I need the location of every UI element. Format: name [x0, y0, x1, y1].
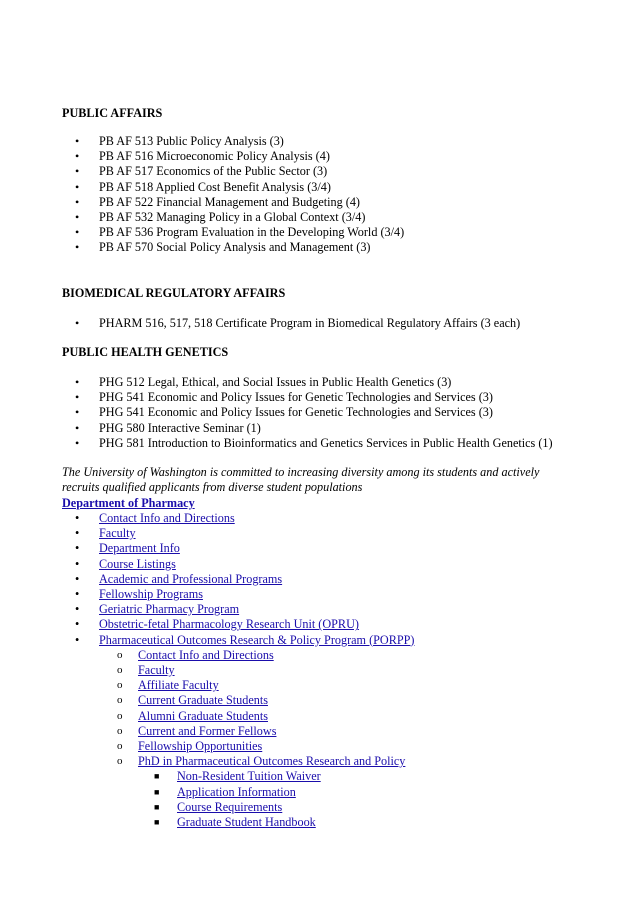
heading-biomedical-regulatory-affairs: BIOMEDICAL REGULATORY AFFAIRS [62, 286, 286, 300]
graduate-handbook-link[interactable]: Graduate Student Handbook [177, 815, 316, 830]
phd-item-application[interactable] [62, 785, 414, 800]
circle-bullet-icon: o [117, 664, 123, 677]
list-item: • PHG 580 Interactive Seminar (1) [75, 420, 261, 435]
department-nav-list [62, 511, 414, 830]
circle-bullet-icon: o [117, 679, 123, 692]
list-item: • PHG 581 Introduction to Bioinformatics and Genetics Services in Public Health Genetics (1) [75, 435, 553, 450]
public-affairs-course-list [62, 134, 602, 256]
bullet-icon: • [75, 556, 80, 571]
list-item: • PB AF 516 Microeconomic Policy Analysis (4) [75, 149, 330, 164]
bullet-icon: • [75, 435, 80, 450]
porpp-fellowship-opportunities-link[interactable]: Fellowship Opportunities [138, 739, 263, 754]
opru-link[interactable]: Obstetric-fetal Pharmacology Research Unit (OPRU) [99, 617, 359, 632]
nav-item-opru[interactable] [62, 617, 414, 632]
circle-bullet-icon: o [117, 648, 123, 661]
list-item: • PB AF 532 Managing Policy in a Global Context (3/4) [75, 210, 366, 225]
bullet-icon: • [75, 632, 80, 647]
nav-item-faculty[interactable] [62, 526, 414, 541]
tuition-waiver-link[interactable]: Non-Resident Tuition Waiver [177, 769, 321, 784]
square-bullet-icon: ■ [154, 801, 160, 812]
bullet-icon: • [75, 602, 80, 617]
public-health-genetics-course-list [62, 375, 582, 451]
bullet-icon: • [75, 225, 80, 240]
bullet-icon: • [75, 240, 80, 255]
list-item: • PHG 541 Economic and Policy Issues for Genetic Technologies and Services (3) [75, 405, 493, 420]
nav-item-geriatric[interactable] [62, 602, 414, 617]
diversity-statement: The University of Washington is committed to increasing diversity among its students and actively recruits qualified applicants from diverse student populations [62, 465, 540, 495]
application-information-link[interactable]: Application Information [177, 784, 296, 799]
porpp-item-phd[interactable] [62, 754, 414, 769]
bullet-icon: • [75, 587, 80, 602]
bullet-icon: • [75, 316, 80, 330]
heading-public-affairs: PUBLIC AFFAIRS [62, 106, 163, 120]
square-bullet-icon: ■ [154, 771, 160, 782]
circle-bullet-icon: o [117, 740, 123, 753]
academic-programs-link[interactable]: Academic and Professional Programs [99, 571, 283, 586]
porpp-phd-link[interactable]: PhD in Pharmaceutical Outcomes Research and Policy [138, 754, 406, 769]
bullet-icon: • [75, 134, 80, 148]
porpp-affiliate-link[interactable]: Affiliate Faculty [138, 678, 219, 693]
biomedical-course-list [62, 316, 602, 331]
fellowship-programs-link[interactable]: Fellowship Programs [99, 587, 203, 602]
porpp-alumni-link[interactable]: Alumni Graduate Students [138, 708, 268, 723]
list-item: • PB AF 517 Economics of the Public Sector (3) [75, 164, 328, 179]
bullet-icon: • [75, 571, 80, 586]
nav-item-course-listings[interactable] [62, 557, 414, 572]
square-bullet-icon: ■ [154, 817, 160, 828]
porpp-item-current-students[interactable] [62, 693, 414, 708]
list-item: • PB AF 513 Public Policy Analysis (3) [75, 134, 284, 148]
circle-bullet-icon: o [117, 709, 123, 722]
circle-bullet-icon: o [117, 724, 123, 737]
list-item: • PHG 512 Legal, Ethical, and Social Issues in Public Health Genetics (3) [75, 375, 452, 389]
bullet-icon: • [75, 149, 80, 164]
list-item: • PHARM 516, 517, 518 Certificate Program in Biomedical Regulatory Affairs (3 each) [75, 316, 521, 330]
porpp-contact-link[interactable]: Contact Info and Directions [138, 647, 274, 662]
bullet-icon: • [75, 164, 80, 179]
department-of-pharmacy-link[interactable]: Department of Pharmacy [62, 496, 195, 510]
department-info-link[interactable]: Department Info [99, 541, 180, 556]
bullet-icon: • [75, 541, 80, 556]
bullet-icon: • [75, 194, 80, 209]
circle-bullet-icon: o [117, 694, 123, 707]
list-item: • PB AF 522 Financial Management and Budgeting (4) [75, 194, 360, 209]
geriatric-program-link[interactable]: Geriatric Pharmacy Program [99, 602, 240, 617]
course-requirements-link[interactable]: Course Requirements [177, 799, 283, 814]
nav-item-department-info[interactable] [62, 541, 414, 556]
bullet-icon: • [75, 420, 80, 435]
bullet-icon: • [75, 210, 80, 225]
phd-item-handbook[interactable] [62, 815, 414, 830]
list-item: • PHG 541 Economic and Policy Issues for Genetic Technologies and Services (3) [75, 390, 493, 405]
contact-info-link[interactable]: Contact Info and Directions [99, 511, 235, 525]
porpp-item-alumni[interactable] [62, 709, 414, 724]
phd-item-tuition-waiver[interactable] [62, 769, 414, 784]
heading-public-health-genetics: PUBLIC HEALTH GENETICS [62, 345, 229, 359]
bullet-icon: • [75, 511, 80, 525]
porpp-fellows-link[interactable]: Current and Former Fellows [138, 723, 277, 738]
square-bullet-icon: ■ [154, 786, 160, 797]
bullet-icon: • [75, 179, 80, 194]
list-item: • PB AF 570 Social Policy Analysis and Management (3) [75, 240, 371, 255]
porpp-item-fellows[interactable] [62, 724, 414, 739]
porpp-item-faculty[interactable] [62, 663, 414, 678]
nav-item-porpp[interactable] [62, 633, 414, 648]
bullet-icon: • [75, 405, 80, 420]
phd-item-course-requirements[interactable] [62, 800, 414, 815]
circle-bullet-icon: o [117, 755, 123, 768]
list-item: • PB AF 518 Applied Cost Benefit Analysis (3/4) [75, 179, 331, 194]
bullet-icon: • [75, 526, 80, 541]
porpp-faculty-link[interactable]: Faculty [138, 663, 175, 678]
porpp-item-contact[interactable] [62, 648, 414, 663]
bullet-icon: • [75, 375, 80, 389]
nav-item-contact[interactable] [62, 511, 414, 526]
bullet-icon: • [75, 617, 80, 632]
porpp-item-fellowship-opportunities[interactable] [62, 739, 414, 754]
porpp-link[interactable]: Pharmaceutical Outcomes Research & Policy Program (PORPP) [99, 632, 415, 647]
nav-item-fellowship-programs[interactable] [62, 587, 414, 602]
course-listings-link[interactable]: Course Listings [99, 556, 176, 571]
faculty-link[interactable]: Faculty [99, 526, 136, 541]
bullet-icon: • [75, 390, 80, 405]
nav-item-academic-programs[interactable] [62, 572, 414, 587]
list-item: • PB AF 536 Program Evaluation in the Developing World (3/4) [75, 225, 405, 240]
porpp-item-affiliate[interactable] [62, 678, 414, 693]
porpp-current-students-link[interactable]: Current Graduate Students [138, 693, 268, 708]
